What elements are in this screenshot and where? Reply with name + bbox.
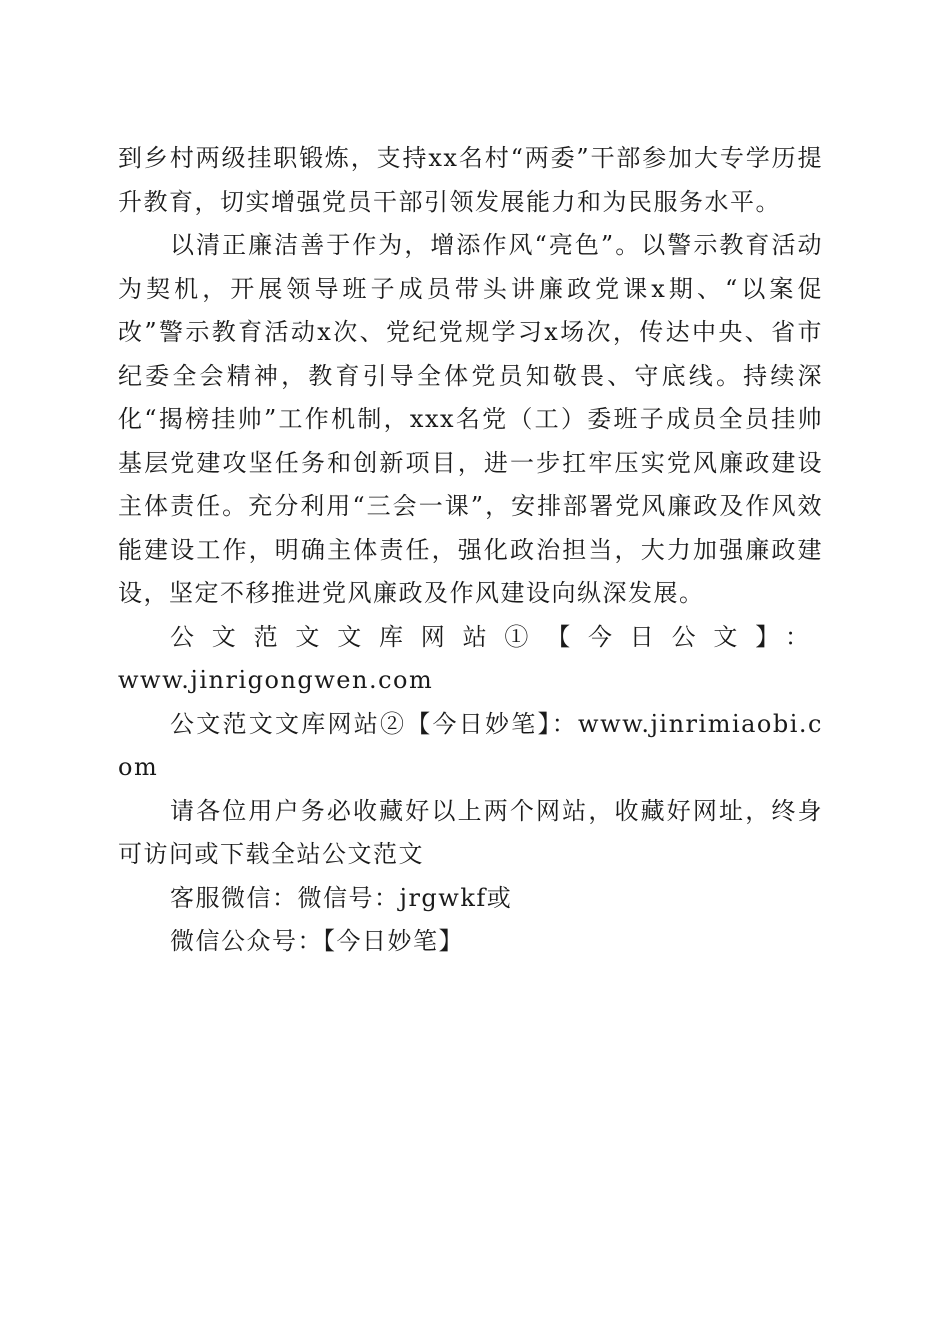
document-body: [118, 137, 823, 964]
paragraph-integrity: 以清正廉洁善于作为，增添作风“亮色”。以警示教育活动为契机，开展领导班子成员带头讲廉政党课x期、“以案促改”警示教育活动x次、党纪党规学习x场次，传达中央、省市纪委全会精神，教育引导全体党员知敬畏、守底线。持续深化“揭榜挂帅”工作机制，xxx名党（工）委班子成员全员挂帅基层党建攻坚任务和创新项目，进一步扛牢压实党风廉政建设主体责任。充分利用“三会一课”，安排部署党风廉政及作风效能建设工作，明确主体责任，强化政治担当，大力加强廉政建设，坚定不移推进党风廉政及作风建设向纵深发展。: [118, 231, 823, 607]
site1-url[interactable]: www.jinrigongwen.com: [118, 666, 434, 694]
site1-line: [118, 616, 823, 660]
paragraph-continuation: 到乡村两级挂职锻炼，支持xx名村“两委”干部参加大专学历提升教育，切实增强党员干部引领发展能力和为民服务水平。: [118, 144, 823, 216]
site1-label: 公文范文文库网站①【今日公文】：: [170, 622, 823, 651]
customer-service-text: 客服微信：微信号：jrgwkf或: [170, 883, 513, 912]
site2-line[interactable]: 公文范文文库网站②【今日妙笔】：www.jinrimiaobi.com: [118, 709, 823, 781]
notice-text: 请各位用户务必收藏好以上两个网站，收藏好网址，终身可访问或下载全站公文范文: [118, 796, 823, 868]
official-account-text: 微信公众号：【今日妙笔】: [170, 927, 464, 955]
